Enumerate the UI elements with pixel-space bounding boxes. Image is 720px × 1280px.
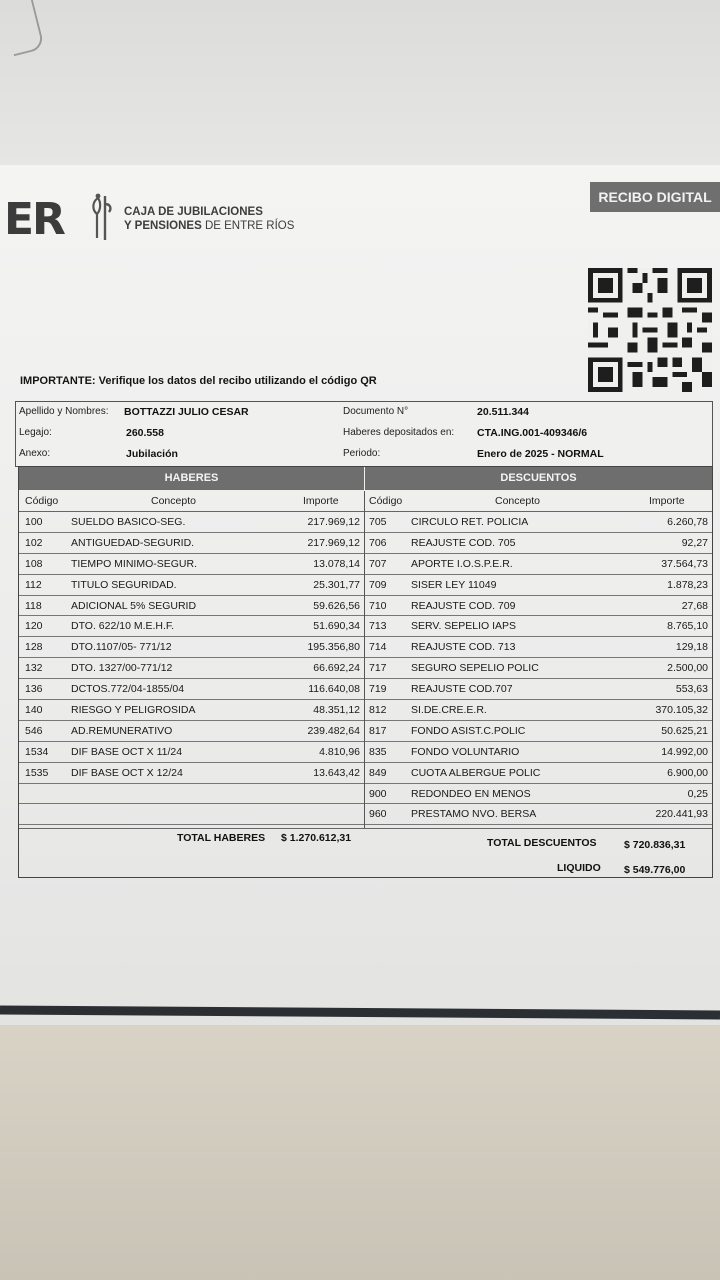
row-importe: 6.900,00 <box>667 766 708 779</box>
table-row <box>365 763 712 784</box>
row-importe: 66.692,24 <box>313 662 360 675</box>
row-codigo: 100 <box>25 516 43 528</box>
row-codigo: 140 <box>25 704 43 717</box>
haberes-col-importe: Importe <box>303 495 339 507</box>
row-concepto: DIF BASE OCT X 11/24 <box>71 745 183 758</box>
deposit-label: Haberes depositados en: <box>343 427 455 438</box>
row-codigo: 136 <box>25 683 43 696</box>
table-row <box>19 700 364 721</box>
table-row <box>19 742 364 763</box>
row-importe: 48.351,12 <box>313 704 360 717</box>
name-value: BOTTAZZI JULIO CESAR <box>124 406 249 418</box>
info-row-legajo <box>16 423 712 444</box>
table-row <box>365 700 712 721</box>
descuentos-col-codigo: Código <box>369 495 403 507</box>
row-concepto: FONDO ASIST.C.POLIC <box>411 724 526 737</box>
row-codigo: 710 <box>369 599 387 612</box>
row-importe: 129,18 <box>675 641 708 654</box>
table-row <box>19 784 364 805</box>
row-codigo: 102 <box>25 536 43 549</box>
row-importe: 37.564,73 <box>661 557 708 570</box>
table-row <box>19 679 364 700</box>
total-descuentos-value: $ 720.836,31 <box>624 839 686 851</box>
descuentos-rows <box>365 512 712 825</box>
row-codigo: 132 <box>25 662 43 675</box>
total-haberes-label: TOTAL HABERES <box>177 832 266 844</box>
descuentos-col-importe: Importe <box>649 495 685 507</box>
row-concepto: REAJUSTE COD. 713 <box>411 641 516 654</box>
row-importe: 195.356,80 <box>307 641 360 654</box>
liquido-label: LIQUIDO <box>557 862 601 874</box>
institution-line-2-bold: Y PENSIONES <box>124 220 202 232</box>
liquido-value: $ 549.776,00 <box>624 864 686 876</box>
row-importe: 2.500,00 <box>667 662 708 675</box>
table-row <box>19 596 364 617</box>
row-importe: 116.640,08 <box>308 683 360 696</box>
row-importe: 0,25 <box>687 787 708 800</box>
row-importe: 4.810,96 <box>319 745 360 758</box>
row-importe: 553,63 <box>675 683 708 696</box>
row-concepto: SERV. SEPELIO IAPS <box>411 620 517 633</box>
institution-name <box>124 205 294 233</box>
row-codigo: 835 <box>369 745 387 758</box>
table-row <box>365 533 712 554</box>
period-value: Enero de 2025 - NORMAL <box>477 448 604 460</box>
qr-code-icon <box>588 268 712 392</box>
row-importe: 1.878,23 <box>667 578 708 591</box>
info-row-anexo <box>16 444 712 465</box>
haberes-col-codigo: Código <box>25 495 59 507</box>
table-row <box>365 637 712 658</box>
row-codigo: 1534 <box>25 745 49 758</box>
row-codigo: 719 <box>369 683 387 696</box>
row-importe: 217.969,12 <box>307 516 360 528</box>
institution-line-2 <box>124 219 294 233</box>
row-concepto: SEGURO SEPELIO POLIC <box>411 662 539 675</box>
table-surface <box>0 1025 720 1280</box>
table-row <box>19 575 364 596</box>
corner-fold <box>0 0 45 56</box>
row-concepto: SISER LEY 11049 <box>411 578 497 591</box>
table-row <box>19 512 364 533</box>
notice-label: IMPORTANTE: <box>20 375 96 387</box>
row-concepto: AD.REMUNERATIVO <box>71 724 173 737</box>
row-importe: 25.301,77 <box>313 578 360 591</box>
table-row <box>19 616 364 637</box>
table-row <box>365 658 712 679</box>
row-codigo: 120 <box>25 620 43 633</box>
legajo-label: Legajo: <box>19 427 52 438</box>
notice-text: Verifique los datos del recibo utilizando el código QR <box>95 375 377 387</box>
row-concepto: DTO. 1327/00-771/12 <box>71 662 173 675</box>
row-codigo: 118 <box>25 599 42 612</box>
row-concepto: DIF BASE OCT X 12/24 <box>71 766 183 779</box>
row-concepto: DTO.1107/05- 771/12 <box>71 641 172 654</box>
table-row <box>365 616 712 637</box>
row-codigo: 713 <box>369 620 387 633</box>
row-codigo: 546 <box>25 724 43 737</box>
beneficiary-info <box>15 401 713 467</box>
background-sheet <box>0 0 720 169</box>
institution-line-1: CAJA DE JUBILACIONES <box>124 206 263 218</box>
row-concepto: REAJUSTE COD.707 <box>411 683 513 696</box>
row-codigo: 1535 <box>25 766 49 779</box>
total-descuentos-label: TOTAL DESCUENTOS <box>487 837 597 849</box>
row-importe: 220.441,93 <box>655 808 708 821</box>
table-row <box>365 742 712 763</box>
table-row <box>19 637 364 658</box>
row-importe: 51.690,34 <box>313 620 360 633</box>
paper-edge <box>0 1008 720 1030</box>
row-codigo: 817 <box>369 724 387 737</box>
deposit-value: CTA.ING.001-409346/6 <box>477 427 588 439</box>
table-row <box>19 533 364 554</box>
total-haberes-value: $ 1.270.612,31 <box>281 832 352 844</box>
row-concepto: CIRCULO RET. POLICIA <box>411 516 529 528</box>
row-codigo: 812 <box>369 704 387 717</box>
row-importe: 14.992,00 <box>661 745 708 758</box>
recibo-digital-badge: RECIBO DIGITAL <box>590 182 720 212</box>
row-codigo: 709 <box>369 578 387 591</box>
row-codigo: 706 <box>369 536 387 549</box>
row-concepto: REAJUSTE COD. 709 <box>411 599 516 612</box>
receipt-table <box>18 466 713 878</box>
descuentos-col-concepto: Concepto <box>495 495 540 507</box>
row-importe: 27,68 <box>681 599 708 612</box>
table-row <box>19 658 364 679</box>
table-row <box>365 575 712 596</box>
row-concepto: TITULO SEGURIDAD. <box>71 578 177 591</box>
row-importe: 50.625,21 <box>661 724 708 737</box>
row-concepto: FONDO VOLUNTARIO <box>411 745 520 758</box>
row-concepto: DTO. 622/10 M.E.H.F. <box>71 620 175 633</box>
anexo-value: Jubilación <box>126 448 178 460</box>
table-row <box>365 596 712 617</box>
name-label: Apellido y Nombres: <box>19 406 109 417</box>
caja-logo-icon <box>88 192 118 244</box>
descuentos-header: DESCUENTOS <box>365 467 712 490</box>
period-label: Periodo: <box>343 448 381 459</box>
table-row <box>19 721 364 742</box>
row-importe: 217.969,12 <box>307 536 360 549</box>
table-row <box>365 784 712 805</box>
row-concepto: SI.DE.CRE.E.R. <box>411 704 487 717</box>
table-row <box>19 763 364 784</box>
document-value: 20.511.344 <box>477 406 529 418</box>
row-concepto: SUELDO BASICO-SEG. <box>71 516 186 528</box>
anexo-label: Anexo: <box>19 448 51 459</box>
row-codigo: 705 <box>369 516 387 528</box>
document-label: Documento N° <box>343 406 409 417</box>
row-codigo: 707 <box>369 557 387 570</box>
haberes-header: HABERES <box>19 467 364 490</box>
table-row <box>19 804 364 825</box>
row-concepto: ANTIGUEDAD-SEGURID. <box>71 536 195 549</box>
row-concepto: REDONDEO EN MENOS <box>411 787 531 800</box>
row-concepto: PRESTAMO NVO. BERSA <box>411 808 537 821</box>
er-logo: ER <box>4 194 64 245</box>
row-codigo: 108 <box>25 557 43 570</box>
row-codigo: 128 <box>25 641 43 654</box>
row-codigo: 717 <box>369 662 387 675</box>
table-row <box>365 804 712 825</box>
row-concepto: CUOTA ALBERGUE POLIC <box>411 766 541 779</box>
row-concepto: RIESGO Y PELIGROSIDA <box>71 704 196 717</box>
row-concepto: REAJUSTE COD. 705 <box>411 536 516 549</box>
table-row <box>365 512 712 533</box>
table-row <box>365 721 712 742</box>
haberes-rows <box>19 512 364 825</box>
table-row <box>19 554 364 575</box>
row-importe: 59.626,56 <box>313 599 360 612</box>
row-importe: 13.643,42 <box>313 766 360 779</box>
row-importe: 8.765,10 <box>667 620 708 633</box>
row-concepto: APORTE I.O.S.P.E.R. <box>411 557 513 570</box>
verification-notice <box>20 375 377 387</box>
info-row-name <box>16 402 712 423</box>
legajo-value: 260.558 <box>126 427 164 439</box>
row-concepto: ADICIONAL 5% SEGURID <box>71 599 197 612</box>
row-concepto: TIEMPO MINIMO-SEGUR. <box>71 557 197 570</box>
row-codigo: 849 <box>369 766 387 779</box>
haberes-col-concepto: Concepto <box>151 495 196 507</box>
row-importe: 92,27 <box>681 536 708 549</box>
row-concepto: DCTOS.772/04-1855/04 <box>71 683 185 696</box>
row-codigo: 714 <box>369 641 387 654</box>
row-importe: 239.482,64 <box>307 724 360 737</box>
institution-line-2-thin: DE ENTRE RÍOS <box>201 220 295 232</box>
row-importe: 13.078,14 <box>313 557 360 570</box>
table-row <box>365 554 712 575</box>
row-importe: 6.260,78 <box>667 516 708 528</box>
table-row <box>365 679 712 700</box>
row-codigo: 112 <box>25 578 42 591</box>
row-importe: 370.105,32 <box>655 704 708 717</box>
row-codigo: 900 <box>369 787 387 800</box>
row-codigo: 960 <box>369 808 387 821</box>
